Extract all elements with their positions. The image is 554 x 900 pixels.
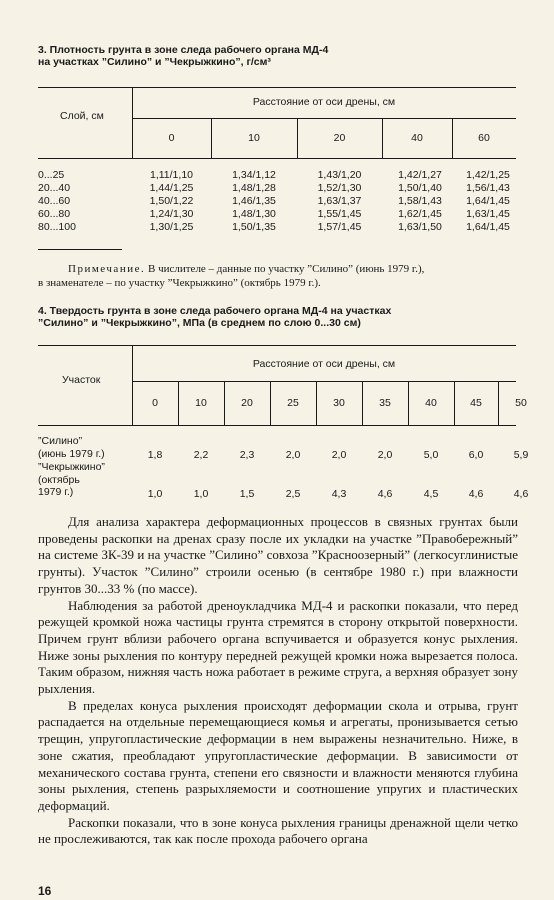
table3-value: 1,24/1,30: [149, 208, 194, 220]
table4-value: 4,3: [331, 488, 347, 500]
table3-value: 1,52/1,30: [317, 182, 362, 194]
table4-title-line2: ”Силино” и ”Чекрыжкино”, МПа (в среднем по слою 0...30 см): [38, 317, 361, 329]
table3-value: 1,50/1,22: [149, 195, 194, 207]
table3-value: 1,56/1,43: [466, 182, 510, 194]
table3-distance-header: 0: [168, 132, 175, 144]
table3-distance-header: 60: [478, 132, 490, 144]
table4-value: 2,0: [331, 449, 347, 461]
table3-value: 1,43/1,20: [317, 169, 362, 181]
table4-distance-header: 35: [379, 397, 391, 409]
table3-distance-header: 20: [333, 132, 346, 144]
note-line1: В числителе – данные по участку ”Силино” (июнь 1979 г.),: [145, 263, 425, 275]
table3-layer: 60...80: [38, 208, 71, 220]
table3-value: 1,46/1,35: [232, 195, 276, 207]
table3-title-line1: 3. Плотность грунта в зоне следа рабочего органа МД-4: [38, 44, 329, 56]
table3-subheader-rule: [132, 118, 516, 119]
table3-value: 1,11/1,10: [149, 169, 193, 181]
table3-value: 1,42/1,25: [466, 169, 510, 181]
table3-value: 1,34/1,12: [232, 169, 276, 181]
body-paragraph: Для анализа характера деформационных процессов в связных грунтах были проведены раскопки на дренах сразу после их укладки на участке ”Правобережный” на системе ЗК-39 и на участке ”Силино” совхоза ”Красноозерный” (легкосуглинистые грунты). Участок ”Силино” строили осенью (в сентябре 1980 г.) при влажности грунтов 30...33 % (по массе).: [38, 514, 518, 596]
table4-value: 6,0: [468, 449, 484, 461]
table4-value: 4,6: [468, 488, 484, 500]
table3-value: 1,63/1,50: [398, 221, 442, 233]
table3-value: 1,63/1,37: [317, 195, 362, 207]
table3-distance-header: 10: [248, 132, 260, 144]
table4-distance-header: 20: [241, 397, 253, 409]
table4-group-header: Расстояние от оси дрены, см: [252, 358, 396, 370]
table3-title-line2: на участках ”Силино” и ”Чекрыжкино”, г/см³: [38, 56, 271, 68]
table3-header-bottom-rule: [38, 158, 516, 159]
table4-value: 4,6: [377, 488, 393, 500]
table3-value: 1,62/1,45: [398, 208, 442, 220]
footnote-rule: [38, 249, 122, 250]
table3-value: 1,64/1,45: [466, 221, 510, 233]
table4-header-bottom-rule: [38, 425, 516, 426]
table3-value: 1,30/1,25: [149, 221, 194, 233]
note-label: Примечание.: [68, 263, 146, 275]
table3-value: 1,50/1,35: [232, 221, 276, 233]
table4-title-line1: 4. Твердость грунта в зоне следа рабочего органа МД-4 на участках: [38, 305, 392, 317]
table4-site: [38, 435, 105, 460]
table4-top-rule: [38, 345, 516, 346]
table4-site-date: (июнь 1979 г.): [38, 447, 105, 460]
table3-value: 1,64/1,45: [466, 195, 510, 207]
table3-value: 1,44/1,25: [149, 182, 194, 194]
table3-layer: 20...40: [38, 182, 71, 194]
table4-site-date: (октябрь: [38, 473, 80, 486]
table3-layer: 0...25: [38, 169, 65, 181]
table3-value: 1,63/1,45: [466, 208, 510, 220]
table4-title: [38, 305, 518, 329]
table4-distance-header: 10: [195, 397, 207, 409]
table3-value: 1,48/1,28: [232, 182, 276, 194]
table4-site-date: 1979 г.): [38, 486, 74, 498]
page-number: 16: [38, 884, 52, 898]
table4-value: 1,0: [193, 488, 209, 500]
table4-subheader-rule: [132, 381, 516, 382]
table4-header-divider: [132, 345, 133, 425]
table4-distance-header: 25: [287, 397, 299, 409]
table4-value: 2,0: [377, 449, 393, 461]
table3-value: 1,57/1,45: [317, 221, 362, 233]
table4-value: 2,0: [285, 449, 301, 461]
table3-group-header: Расстояние от оси дрены, см: [252, 96, 396, 108]
table4-value: 5,0: [423, 449, 439, 461]
table3-value: 1,48/1,30: [232, 208, 276, 220]
table3-distance-header: 40: [411, 132, 423, 144]
table3-value: 1,50/1,40: [398, 182, 442, 194]
table4-site: [38, 461, 105, 499]
table3-col-label: Слой, см: [60, 110, 104, 122]
note-line2: в знаменателе – по участку ”Чекрыжкино” (октябрь 1979 г.).: [38, 277, 321, 289]
table3-layer: 40...60: [38, 195, 71, 207]
table3-layer: 80...100: [38, 221, 76, 233]
table4-value: 1,0: [147, 488, 163, 500]
table4-value: 4,5: [423, 488, 439, 500]
table4-value: 1,8: [147, 449, 163, 461]
table4-distance-header: 30: [333, 397, 345, 409]
body-paragraph: В пределах конуса рыхления происходят деформации скола и отрыва, грунт распадается на отдельные перемещающиеся комья и агрегаты, пронизывается сетью трещин, упругопластические деформации в нем выражены незначительно. Ниже, в зоне сжатия, преобладают упругопластические деформации. В зависимости от механического состава грунта, степени его связности и влажности меняются глубина зоны рыхления, степень разрыхляемости и соотношение упругих и пластических деформаций.: [38, 697, 518, 813]
table4-col-label: Участок: [62, 374, 101, 386]
table4-value: 5,9: [513, 449, 529, 461]
table3-top-rule: [38, 87, 516, 88]
body-text: [38, 514, 518, 848]
table4-value: 4,6: [513, 488, 529, 500]
table3-title: [38, 44, 518, 68]
table3-value: 1,58/1,43: [398, 195, 442, 207]
table3-note: [38, 262, 518, 290]
table3-value: 1,55/1,45: [317, 208, 362, 220]
table4-value: 1,5: [239, 488, 255, 500]
table4-value: 2,5: [285, 488, 301, 500]
body-paragraph: Наблюдения за работой дреноукладчика МД-4 и раскопки показали, что перед режущей кромкой ножа частицы грунта стремятся в сторону открытой поверхности. Причем грунт вблизи рабочего органа вспучивается и образуется конус рыхления. Ниже зоны рыхления по контуру передней режущей кромки ножа вырезается полоса. Таким образом, нижняя часть ножа работает в режиме струга, а верхняя образует зону рыхления.: [38, 597, 518, 697]
table4-value: 2,3: [239, 449, 255, 461]
table4-distance-header: 45: [470, 397, 482, 409]
body-paragraph: Раскопки показали, что в зоне конуса рыхления границы дренажной щели четко не прослеживаются, так как после прохода рабочего органа: [38, 814, 518, 847]
table3-value: 1,42/1,27: [398, 169, 442, 181]
table4-value: 2,2: [193, 449, 209, 461]
table4-site-name: ”Чекрыжкино”: [38, 461, 105, 473]
table4-site-name: ”Силино”: [38, 435, 83, 447]
table4-distance-header: 50: [515, 397, 527, 409]
table4-distance-header: 40: [425, 397, 437, 409]
table4-distance-header: 0: [152, 397, 158, 409]
